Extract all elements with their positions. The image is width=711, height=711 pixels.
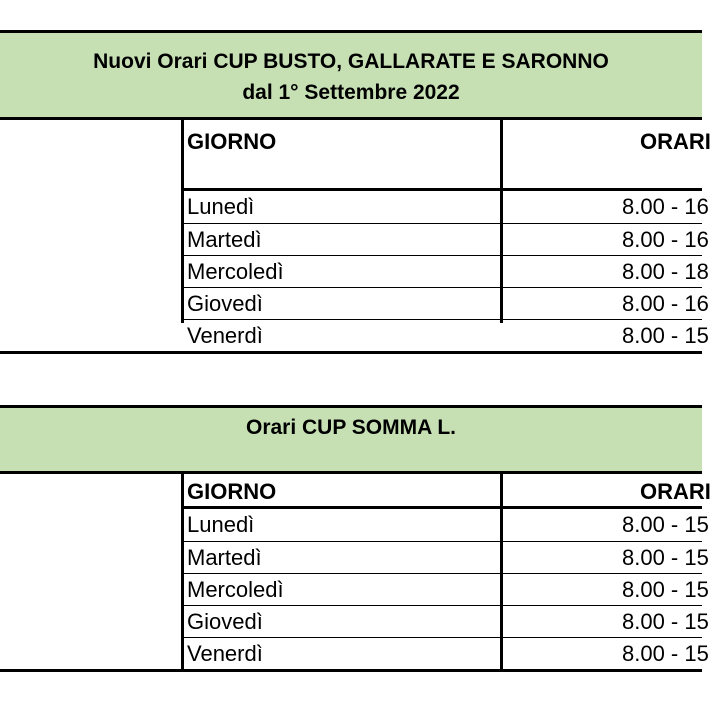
table-header [0,30,702,120]
column-header-hours: ORARI [640,129,711,154]
table-row [0,542,709,574]
day-cell: Mercoledì [187,259,284,284]
table-title: Nuovi Orari CUP BUSTO, GALLARATE E SARONNO [93,50,609,73]
day-cell: Giovedì [187,609,263,634]
hours-cell: 8.00 - 15 [622,641,709,666]
table-row [0,606,709,638]
table-row [0,288,709,320]
column-header-row [0,122,711,160]
column-header-row [0,476,711,508]
table-header [0,405,702,474]
day-cell: Giovedì [187,291,263,316]
table-subtitle: dal 1° Settembre 2022 [242,81,460,104]
hours-cell: 8.00 - 15 [622,545,709,570]
hours-cell: 8.00 - 15 [622,323,709,348]
column-header-hours: ORARI [640,479,711,504]
table-row [0,224,709,256]
hours-cell: 8.00 - 16 [622,291,709,316]
day-cell: Venerdì [187,641,263,666]
hours-cell: 8.00 - 15 [622,512,709,537]
table-bottom-border [0,351,702,354]
day-cell: Venerdì [187,323,263,348]
column-header-day: GIORNO [187,479,277,504]
column-header-day: GIORNO [187,129,277,154]
day-cell: Martedì [187,227,262,252]
hours-cell: 8.00 - 18 [622,259,709,284]
table-row [0,191,709,223]
table-row [0,256,709,288]
table-title: Orari CUP SOMMA L. [245,416,457,439]
day-cell: Lunedì [187,512,255,537]
table-bottom-border [0,669,702,672]
day-cell: Lunedì [187,194,255,219]
day-cell: Mercoledì [187,577,284,602]
hours-cell: 8.00 - 15 [622,609,709,634]
table-row [0,509,709,541]
hours-cell: 8.00 - 16 [622,194,709,219]
table-row [0,320,709,352]
day-cell: Martedì [187,545,262,570]
table-row [0,638,709,670]
table-row [0,574,709,606]
hours-cell: 8.00 - 16 [622,227,709,252]
hours-cell: 8.00 - 15 [622,577,709,602]
